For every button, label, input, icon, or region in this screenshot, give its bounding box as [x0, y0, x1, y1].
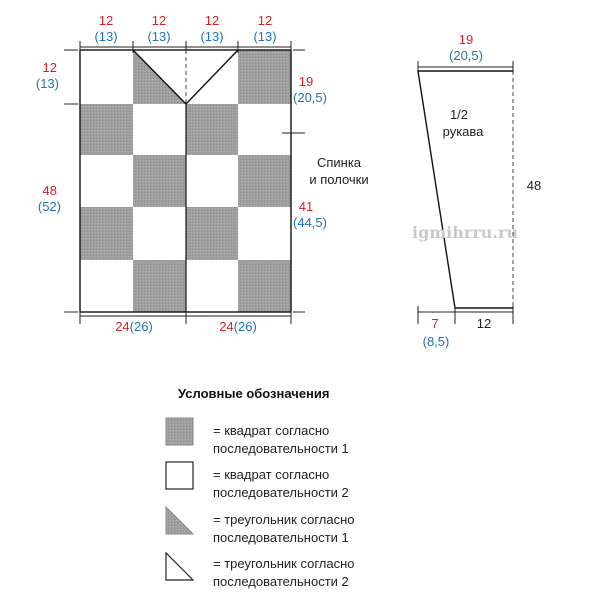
- legend-item-2-line2: последовательности 2: [213, 485, 349, 500]
- bottom-width-right-alt: (26): [233, 319, 257, 334]
- lower-height: 41: [298, 199, 314, 214]
- grid-square-white: [80, 260, 133, 312]
- legend-item-3-line1: = треугольник согласно: [213, 512, 355, 527]
- grid-square-dark: [133, 260, 186, 312]
- legend-item-1-line2: последовательности 1: [213, 441, 349, 456]
- grid-square-white: [133, 104, 186, 155]
- grid-square-dark: [80, 104, 133, 155]
- left-top-height-alt: (13): [35, 76, 59, 91]
- sleeve-piece: [418, 32, 541, 349]
- legend-item-1-line1: = квадрат согласно: [213, 423, 330, 438]
- grid-square-dark: [238, 260, 291, 312]
- legend-square-dark-icon: [166, 418, 193, 445]
- top-width-3: 12: [204, 13, 220, 28]
- armhole-height-alt: (20,5): [293, 90, 327, 105]
- sleeve-top-width-alt: (20,5): [449, 48, 483, 63]
- bottom-width-left-alt: (26): [129, 319, 153, 334]
- body-piece: [36, 13, 369, 334]
- top-width-1-alt: (13): [94, 29, 118, 44]
- body-piece-title-line2: и полочки: [309, 172, 369, 187]
- armhole-height: 19: [298, 74, 314, 89]
- top-width-2: 12: [151, 13, 167, 28]
- grid-square-white: [80, 50, 133, 104]
- legend: [166, 386, 355, 589]
- bottom-width-right: [219, 319, 257, 334]
- legend-title: Условные обозначения: [178, 386, 330, 401]
- bottom-width-left: [115, 319, 153, 334]
- sleeve-title-line2: рукава: [442, 124, 484, 139]
- legend-square-white-icon: [166, 462, 193, 489]
- sleeve-bottom-left-alt: (8,5): [422, 334, 450, 349]
- left-ticks: [64, 50, 78, 312]
- legend-item-3-line2: последовательности 1: [213, 530, 349, 545]
- legend-triangle-white-icon: [166, 553, 193, 580]
- bottom-width-right-main: 24: [219, 319, 234, 334]
- legend-item-4-line2: последовательности 2: [213, 574, 349, 589]
- grid-square-dark: [133, 155, 186, 207]
- top-width-4-alt: (13): [253, 29, 277, 44]
- grid-square-white: [133, 207, 186, 260]
- left-top-height: 12: [42, 60, 57, 75]
- sleeve-title-line1: 1/2: [449, 107, 469, 122]
- grid-square-white: [80, 155, 133, 207]
- left-total-height-alt: (52): [37, 199, 61, 214]
- legend-item-4-line1: = треугольник согласно: [213, 556, 355, 571]
- grid-square-dark: [186, 207, 238, 260]
- grid-square-white: [186, 155, 238, 207]
- grid-square-dark: [186, 104, 238, 155]
- body-piece-title-line1: Спинка: [316, 155, 362, 170]
- watermark: igmihrru.ru: [411, 223, 519, 242]
- grid-square-white: [186, 260, 238, 312]
- grid-square-dark: [238, 155, 291, 207]
- sleeve-dimension-ticks: [418, 61, 513, 324]
- left-total-height: 48: [42, 183, 57, 198]
- top-width-1: 12: [98, 13, 114, 28]
- sleeve-bottom-left: 7: [431, 316, 439, 331]
- grid-square-white: [238, 207, 291, 260]
- sleeve-top-width: 19: [458, 32, 474, 47]
- sleeve-length: 48: [526, 178, 542, 193]
- top-width-2-alt: (13): [147, 29, 171, 44]
- top-width-4: 12: [257, 13, 273, 28]
- grid-square-dark: [80, 207, 133, 260]
- grid-square-dark: [238, 50, 291, 104]
- sleeve-bottom-right: 12: [476, 316, 492, 331]
- legend-item-2-line1: = квадрат согласно: [213, 467, 330, 482]
- top-width-3-alt: (13): [200, 29, 224, 44]
- legend-triangle-dark-icon: [166, 507, 193, 534]
- grid-square-white: [238, 104, 291, 155]
- bottom-width-left-main: 24: [115, 319, 130, 334]
- lower-height-alt: (44,5): [293, 215, 327, 230]
